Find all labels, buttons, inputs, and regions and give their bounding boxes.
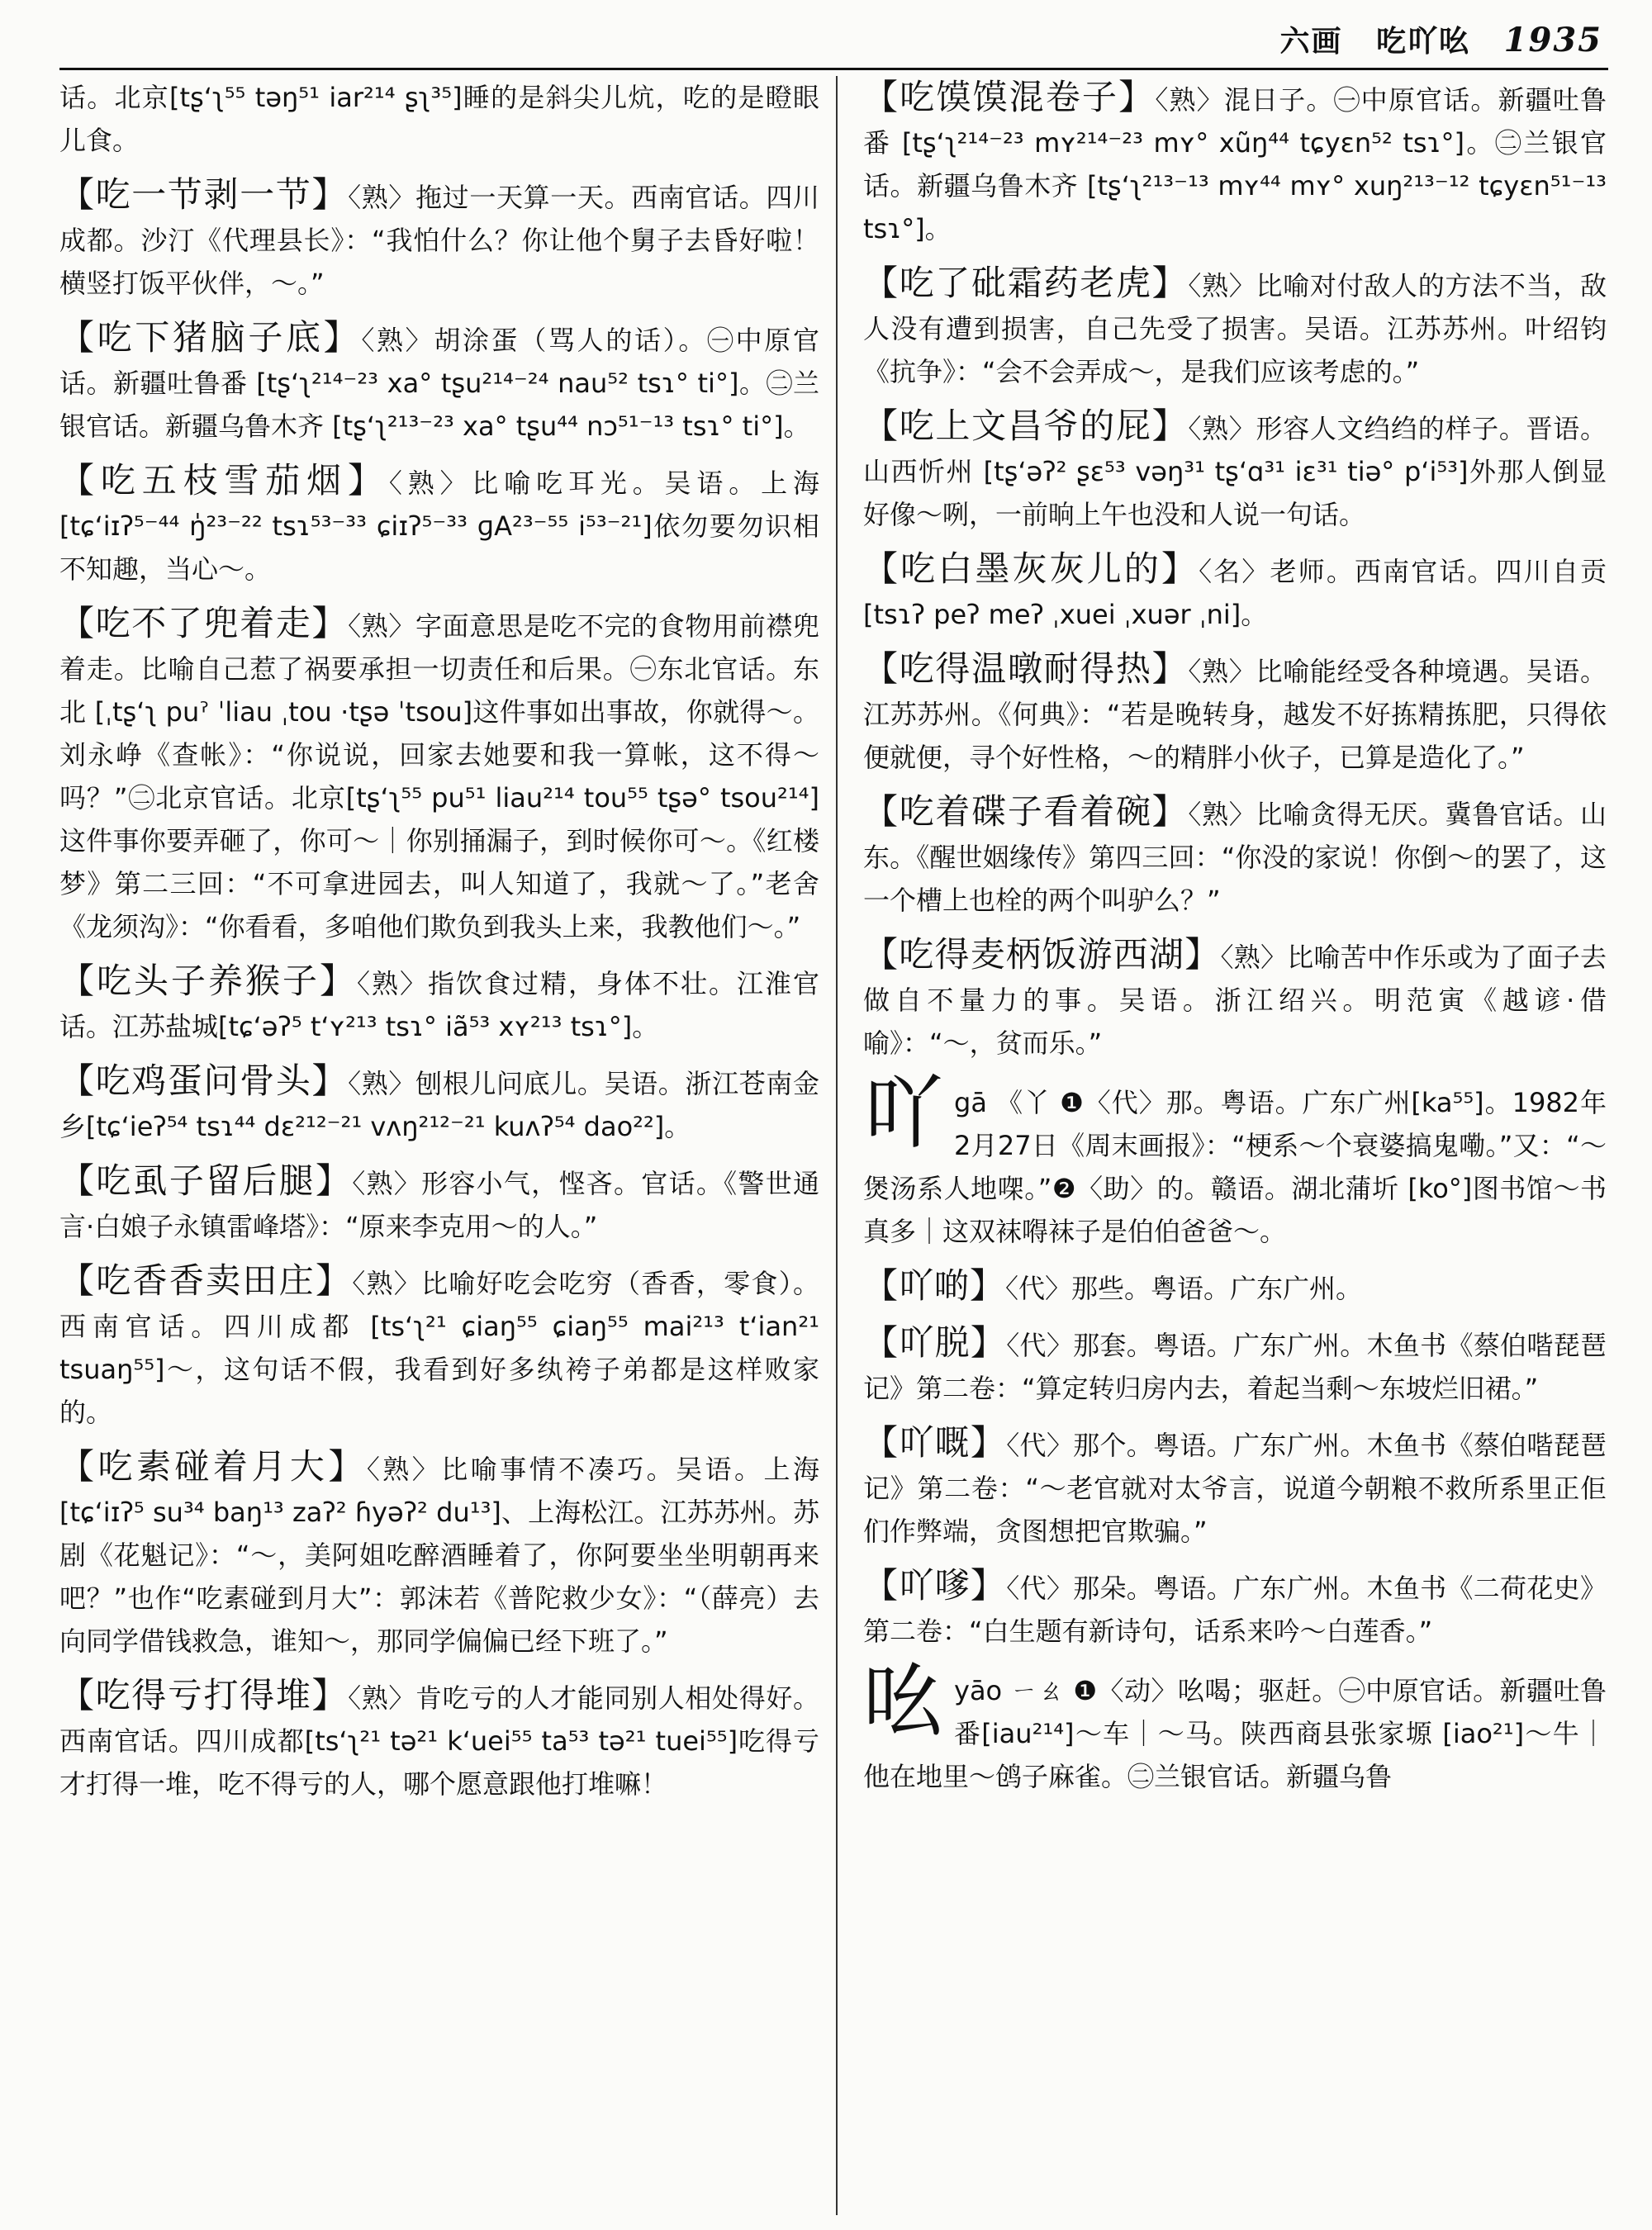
dictionary-entry bbox=[59, 1160, 819, 1248]
header-right bbox=[1259, 18, 1602, 60]
entry-definition: 〈熟〉比喻事情不凑巧。吴语。上海 [tɕʻiɪʔ⁵ su³⁴ baŋ¹³ zaʔ² ɦyəʔ² du¹³]、上海松江。江苏苏州。苏剧《花魁记》：“～，美阿姐吃醉酒睡着了，你阿要坐坐明朝再来吧？”也作“吃素碰到月大”：郭沫若《普陀救少女》：“（薛亮）去向同学借钱救急，谁知～，那同学偏偏已经下班了。” bbox=[59, 1454, 819, 1657]
entry-headword: 【吃下猪脑子底】 bbox=[59, 317, 362, 358]
dictionary-entry bbox=[863, 1264, 1607, 1310]
column-divider bbox=[836, 76, 838, 2215]
entry-definition: 〈熟〉胡涂蛋（骂人的话）。㊀中原官话。新疆吐鲁番 [tʂʻʅ²¹⁴⁻²³ xa° tʂu²¹⁴⁻²⁴ nau⁵² tsɿ° ti°]。㊁兰银官话。新疆乌鲁木齐 [tʂʻʅ²¹³⁻²³ xa° tʂu⁴⁴ nɔ⁵¹⁻¹³ tsɿ° ti°]。 bbox=[59, 325, 819, 442]
dictionary-entry bbox=[863, 548, 1607, 636]
entry-headword: 【吖嗲】 bbox=[863, 1565, 1007, 1606]
entry-headword: 【吃五枝雪茄烟】 bbox=[59, 460, 389, 501]
entry-definition: 〈代〉那套。粤语。广东广州。木鱼书《蔡伯喈琵琶记》第二卷：“算定转归房内去，着起当剩～东坡烂旧裙。” bbox=[863, 1330, 1607, 1404]
entry-headword: 【吃得麦柄饭游西湖】 bbox=[863, 934, 1221, 975]
entry-definition: 〈代〉那朵。粤语。广东广州。木鱼书《二荷花史》第二卷：“白生题有新诗句，话系来吟～白莲香。” bbox=[863, 1573, 1607, 1647]
dictionary-entry bbox=[863, 1321, 1607, 1410]
entry-definition: 〈熟〉形容人文绉绉的样子。晋语。山西忻州 [tʂʻəʔ² ʂɛ⁵³ vəŋ³¹ tʂʻɑ³¹ iɛ³¹ tiə° pʻi⁵³]外那人倒显好像～咧，一前晌上午也没和人说一句话。 bbox=[863, 413, 1607, 530]
entry-definition: 〈熟〉比喻贪得无厌。冀鲁官话。山东。《醒世姻缘传》第四三回：“你没的家说！你倒～的罢了，这一个槽上也栓的两个叫驴么？” bbox=[863, 799, 1607, 916]
dictionary-entry bbox=[863, 262, 1607, 393]
header-chars: 吃吖吆 bbox=[1376, 24, 1471, 59]
entry-headword: 【吃白墨灰灰儿的】 bbox=[863, 548, 1199, 589]
right-column bbox=[863, 76, 1607, 2215]
entry-definition: 〈熟〉比喻能经受各种境遇。吴语。江苏苏州。《何典》：“若是晚转身，越发不好拣精拣肥，只得依便就便，寻个好性格，～的精胖小伙子，已算是造化了。” bbox=[863, 656, 1607, 773]
entry-headword: 【吃虱子留后腿】 bbox=[59, 1160, 353, 1201]
entry-definition: 〈熟〉比喻对付敌人的方法不当，敌人没有遭到损害，自己先受了损害。吴语。江苏苏州。叶绍钧《抗争》：“会不会弄成～，是我们应该考虑的。” bbox=[863, 270, 1607, 387]
dictionary-entry bbox=[59, 459, 819, 591]
entry-character: 吆 bbox=[863, 1655, 942, 1748]
dictionary-entry bbox=[863, 1421, 1607, 1553]
dictionary-entry bbox=[59, 173, 819, 305]
dictionary-entry bbox=[59, 1674, 819, 1805]
entry-definition: 〈代〉那些。粤语。广东广州。 bbox=[1005, 1273, 1363, 1304]
header-rule bbox=[59, 68, 1608, 70]
entry-headword: 【吃不了兜着走】 bbox=[59, 603, 349, 643]
entry-headword: 【吃香香卖田庄】 bbox=[59, 1260, 353, 1301]
entry-definition: 〈熟〉形容小气，悭吝。官话。《警世通言·白娘子永镇雷峰塔》：“原来李克用～的人。” bbox=[59, 1168, 819, 1242]
entry-definition: 〈熟〉比喻好吃会吃穷（香香，零食）。西南官话。四川成都 [tsʻʅ²¹ ɕiaŋ⁵⁵ ɕiaŋ⁵⁵ mai²¹³ tʻian²¹ tsuaŋ⁵⁵]～，这句话不假，我看到好多纨袴子弟都是这样败家的。 bbox=[59, 1268, 819, 1428]
dictionary-entry bbox=[863, 933, 1607, 1065]
entry-headword: 【吃上文昌爷的屁】 bbox=[863, 406, 1189, 446]
entry-definition: 〈熟〉比喻苦中作乐或为了面子去做自不量力的事。吴语。浙江绍兴。明范寅《越谚·借喻》：“～，贫而乐。” bbox=[863, 942, 1607, 1059]
entry-definition: 〈熟〉字面意思是吃不完的食物用前襟兜着走。比喻自己惹了祸要承担一切责任和后果。㊀东北官话。东北 [ˌtʂʻʅ puˀ ˈliau ˌtou ·tʂə ˈtsou]这件事如出事故，你就得～。刘永峥《查帐》：“你说说，回家去她要和我一算帐，这不得～吗？”㊁北京官话。北京[tʂʻʅ⁵⁵ pu⁵¹ liau²¹⁴ tou⁵⁵ tʂə° tsou²¹⁴]这件事你要弄砸了，你可～｜你别捅漏子，到时候你可～。《红楼梦》第二三回：“不可拿进园去，叫人知道了，我就～了。”老舍《龙须沟》：“你看看，多咱他们欺负到我头上来，我教他们～。” bbox=[59, 610, 819, 942]
page-header bbox=[66, 18, 1602, 68]
entry-headword: 【吃头子养猴子】 bbox=[59, 961, 357, 1001]
dictionary-entry bbox=[863, 76, 1607, 250]
entry-definition: 〈熟〉混日子。㊀中原官话。新疆吐鲁番 [tʂʻʅ²¹⁴⁻²³ mʏ²¹⁴⁻²³ mʏ° xũŋ⁴⁴ tɕyɛn⁵² tsɿ°]。㊁兰银官话。新疆乌鲁木齐 [tʂʻʅ²¹³⁻¹³ mʏ⁴⁴ mʏ° xuŋ²¹³⁻¹² tɕyɛn⁵¹⁻¹³ tsɿ°]。 bbox=[863, 84, 1607, 244]
entry-definition: 〈熟〉拖过一天算一天。西南官话。四川成都。沙汀《代理县长》：“我怕什么？你让他个舅子去昏好啦！横竖打饭平伙伴，～。” bbox=[59, 182, 819, 299]
dictionary-entry bbox=[59, 316, 819, 448]
entry-definition: 〈熟〉肯吃亏的人才能同别人相处得好。西南官话。四川成都[tsʻʅ²¹ tə²¹ kʻuei⁵⁵ ta⁵³ tə²¹ tuei⁵⁵]吃得亏才打得一堆，吃不得亏的人，哪个愿意跟他打堆嘛！ bbox=[59, 1682, 819, 1800]
entry-headword: 【吃得温暾耐得热】 bbox=[863, 648, 1189, 689]
entry-character: 吖 bbox=[863, 1067, 942, 1160]
entry-definition: 〈名〉老师。西南官话。四川自贡[tsɿʔ peʔ meʔ ˌxuei ˌxuər ˌni]。 bbox=[863, 556, 1607, 630]
entry-headword: 【吖嘅】 bbox=[863, 1422, 1007, 1463]
entry-definition: gā 《丫 ❶〈代〉那。粤语。广东广州[ka⁵⁵]。1982年2月27日《周末画报》：“梗系～个衰婆搞鬼嘞。”又：“～煲汤系人地㗎。”❷〈助〉的。赣语。湖北蒲圻 [ko°]图书馆～书真多｜这双袜嘚袜子是伯伯爸爸～。 bbox=[863, 1087, 1607, 1247]
entry-headword: 【吃着碟子看着碗】 bbox=[863, 791, 1189, 832]
entry-continuation bbox=[59, 76, 819, 162]
dictionary-entry bbox=[59, 1260, 819, 1434]
left-column bbox=[59, 76, 819, 2215]
dictionary-entry bbox=[863, 1564, 1607, 1653]
entry-definition: 〈熟〉比喻吃耳光。吴语。上海 [tɕʻiɪʔ⁵⁻⁴⁴ ŋ̍²³⁻²² tsɿ⁵³⁻³³ ɕiɪʔ⁵⁻³³ ɡA²³⁻⁵⁵ i⁵³⁻²¹]依勿要勿识相不知趣，当心～。 bbox=[59, 467, 819, 585]
dictionary-entry bbox=[59, 602, 819, 948]
dictionary-entry bbox=[863, 790, 1607, 922]
entry-headword: 【吃一节剥一节】 bbox=[59, 174, 349, 215]
page-number: 1935 bbox=[1503, 21, 1602, 59]
header-section: 六画 bbox=[1279, 24, 1343, 59]
dictionary-entry bbox=[59, 1060, 819, 1148]
entry-definition: 话。北京[tʂʻʅ⁵⁵ təŋ⁵¹ iar²¹⁴ ʂʅ³⁵]睡的是斜尖儿炕，吃的是瞪眼儿食。 bbox=[59, 82, 819, 156]
entry-definition: yāo ㄧㄠ ❶〈动〉吆喝；驱赶。㊀中原官话。新疆吐鲁番[iau²¹⁴]～车｜～马。陕西商县张家塬 [iao²¹]～牛｜他在地里～鸧子麻雀。㊁兰银官话。新疆乌鲁 bbox=[863, 1675, 1607, 1792]
entry-definition: 〈熟〉指饮食过精，身体不壮。江淮官话。江苏盐城[tɕʻəʔ⁵ tʻʏ²¹³ tsɿ° iã⁵³ xʏ²¹³ tsɿ°]。 bbox=[59, 968, 819, 1042]
dictionary-entry bbox=[59, 960, 819, 1048]
dictionary-entry bbox=[59, 1445, 819, 1663]
character-entry bbox=[863, 1067, 1607, 1253]
entry-headword: 【吖啲】 bbox=[863, 1265, 1006, 1306]
entry-headword: 【吃鸡蛋问骨头】 bbox=[59, 1060, 349, 1101]
entry-headword: 【吃素碰着月大】 bbox=[59, 1446, 367, 1487]
entry-headword: 【吃馍馍混卷子】 bbox=[863, 77, 1156, 117]
dictionary-entry bbox=[863, 405, 1607, 536]
entry-definition: 〈熟〉刨根儿问底儿。吴语。浙江苍南金乡[tɕʻieʔ⁵⁴ tsɿ⁴⁴ dɛ²¹²⁻²¹ vʌŋ²¹²⁻²¹ kuʌʔ⁵⁴ dao²²]。 bbox=[59, 1068, 819, 1142]
character-entry bbox=[863, 1655, 1607, 1798]
entry-headword: 【吃了砒霜药老虎】 bbox=[863, 263, 1189, 303]
entry-headword: 【吃得亏打得堆】 bbox=[59, 1675, 349, 1715]
entry-definition: 〈代〉那个。粤语。广东广州。木鱼书《蔡伯喈琵琶记》第二卷：“～老官就对太爷言，说道今朝粮不救所系里正佢们作弊端，贪图想把官欺骗。” bbox=[863, 1430, 1607, 1547]
dictionary-entry bbox=[863, 648, 1607, 779]
entry-headword: 【吖脱】 bbox=[863, 1322, 1007, 1363]
